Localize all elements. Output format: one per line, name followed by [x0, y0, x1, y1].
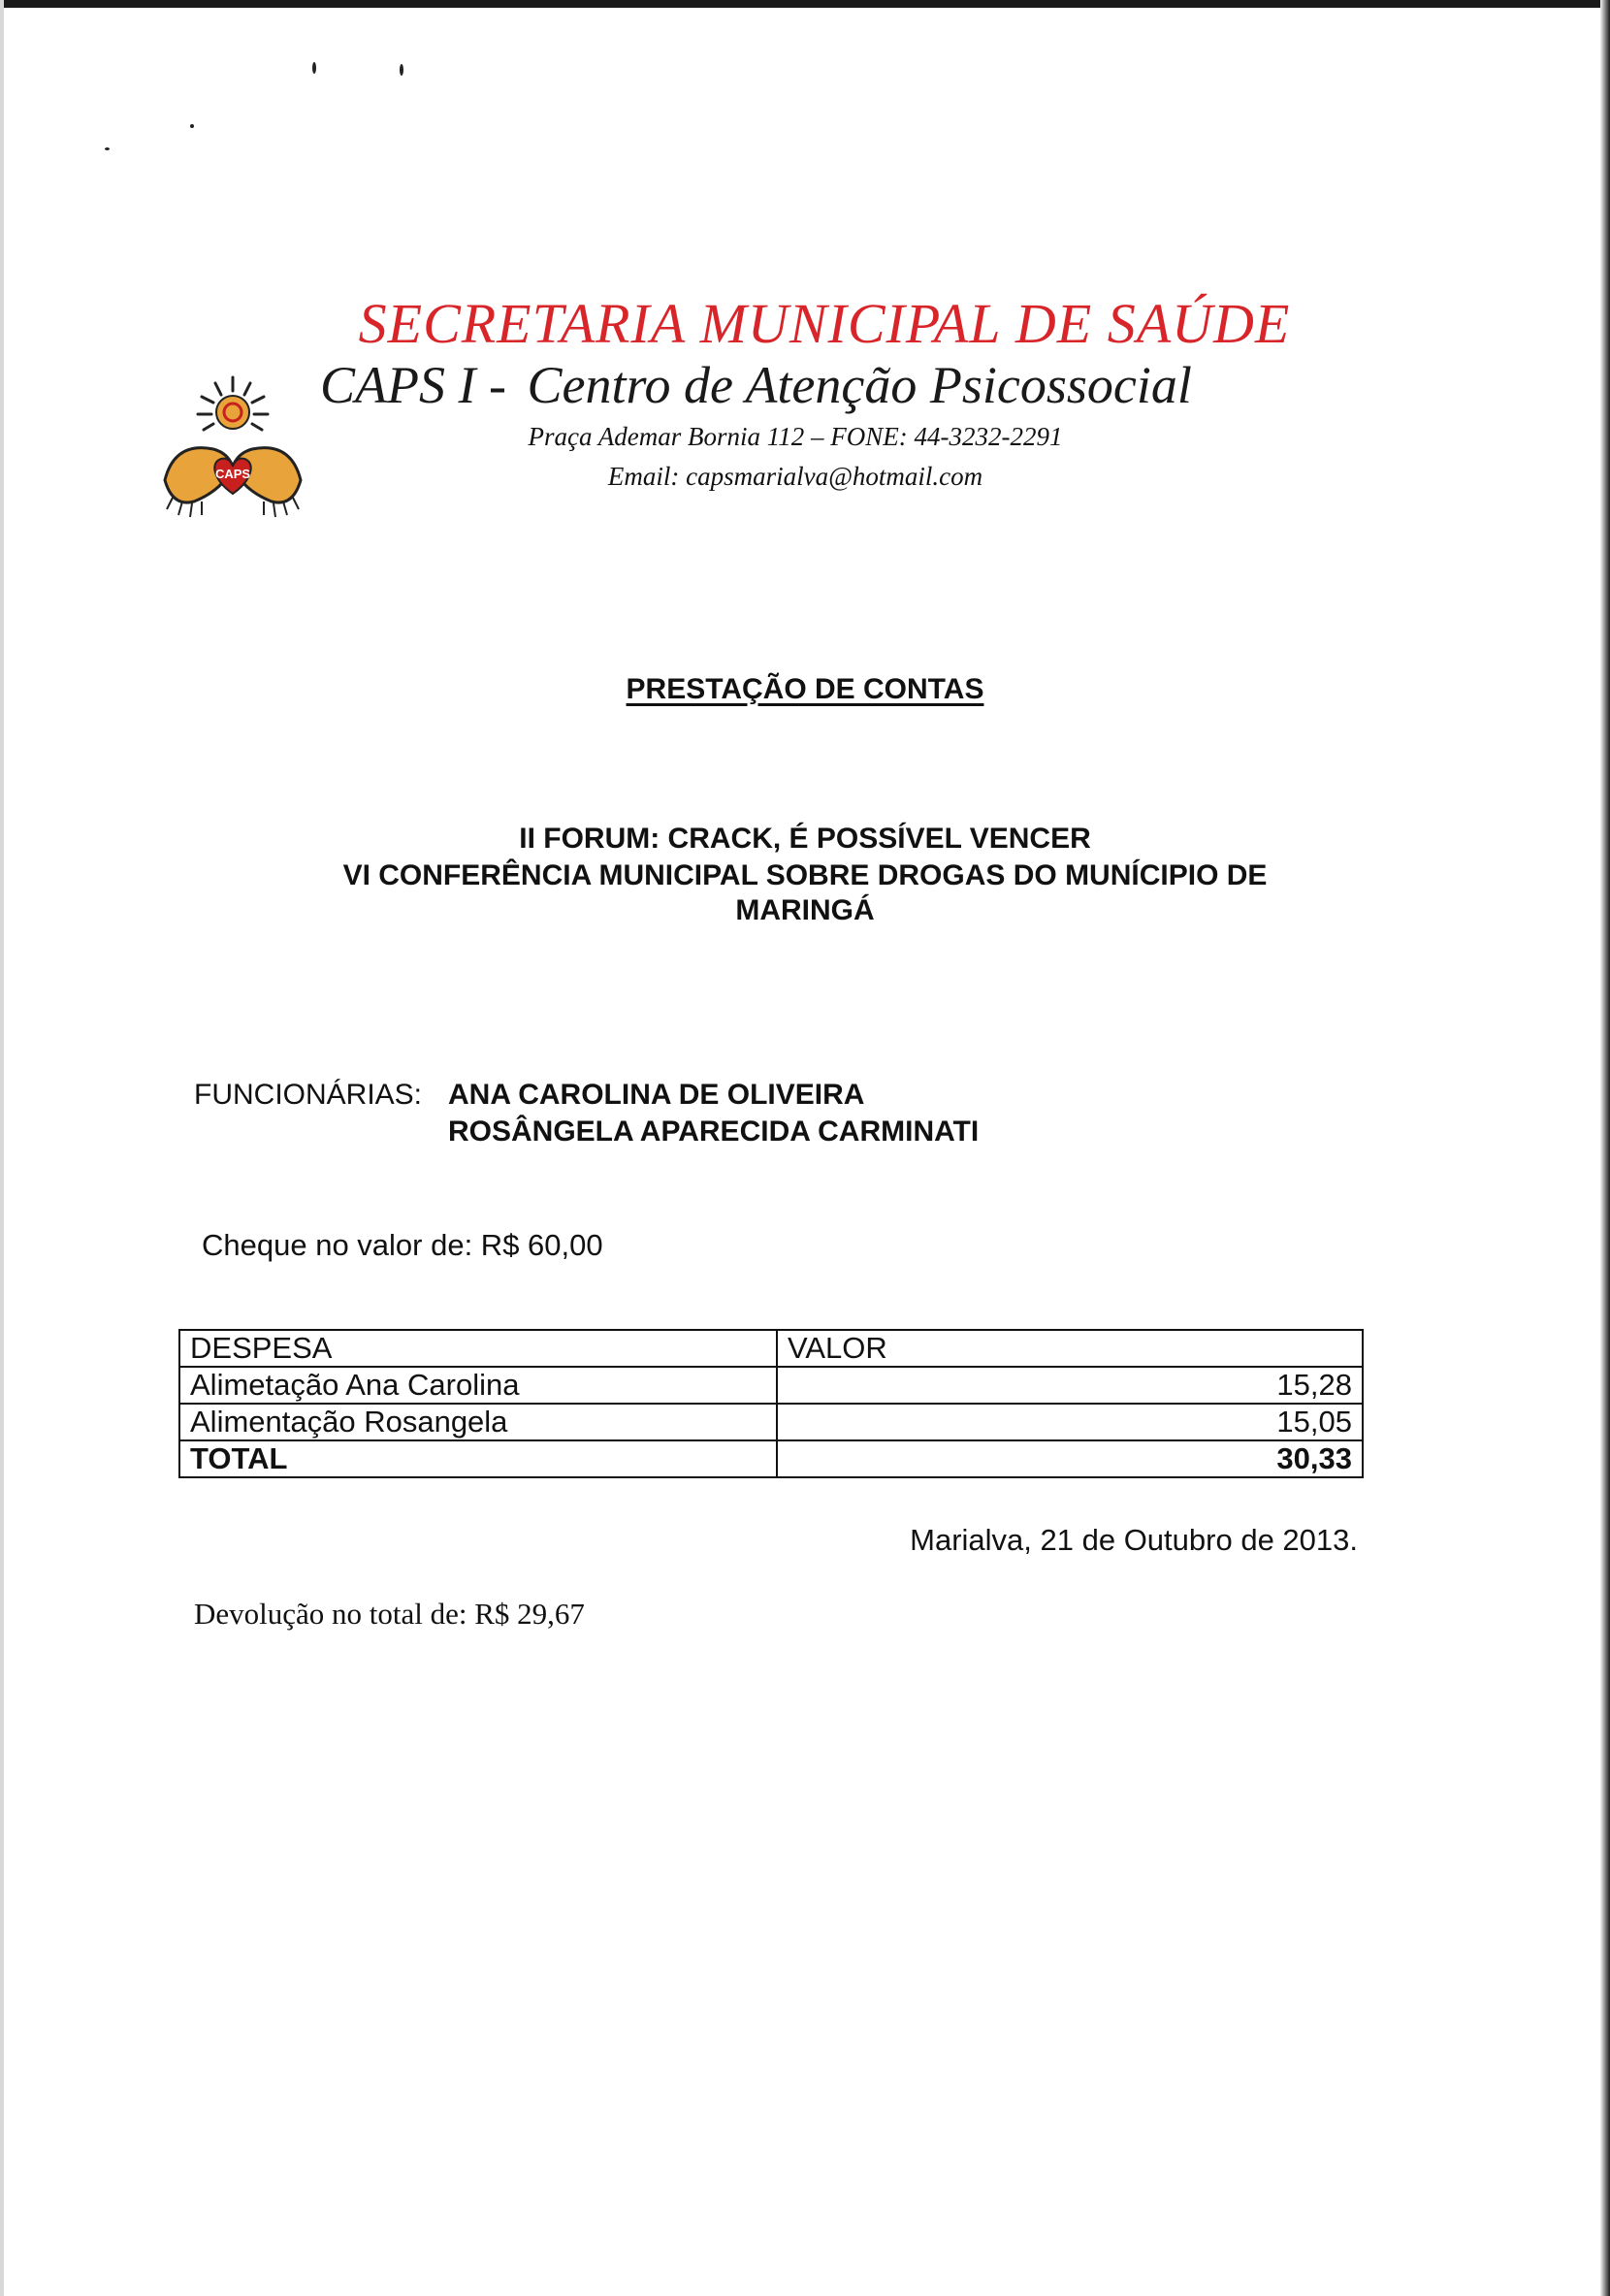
total-value: 30,33 — [777, 1440, 1363, 1477]
unit-prefix: CAPS I - — [320, 356, 506, 414]
expense-item: Alimetação Ana Carolina — [179, 1367, 777, 1404]
scan-speck — [312, 62, 316, 74]
column-header-valor: VALOR — [777, 1330, 1363, 1367]
org-title: SECRETARIA MUNICIPAL DE SAÚDE — [358, 292, 1291, 355]
refund-amount: Devolução no total de: R$ 29,67 — [194, 1597, 585, 1631]
event-line-1: II FORUM: CRACK, É POSSÍVEL VENCER — [519, 823, 1091, 855]
logo-text: CAPS — [214, 467, 251, 481]
scan-speck — [105, 147, 110, 150]
check-amount: Cheque no valor de: R$ 60,00 — [202, 1228, 603, 1262]
date-line: Marialva, 21 de Outubro de 2013. — [910, 1523, 1358, 1557]
table-header-row — [179, 1330, 1363, 1367]
event-line-2: VI CONFERÊNCIA MUNICIPAL SOBRE DROGAS DO MUNÍCIPIO DE — [342, 859, 1268, 891]
staff-name-1: ANA CAROLINA DE OLIVEIRA — [448, 1079, 865, 1111]
document-title: PRESTAÇÃO DE CONTAS — [626, 673, 984, 705]
expense-table — [178, 1329, 1364, 1478]
expense-item: Alimentação Rosangela — [179, 1404, 777, 1440]
staff-name-2: ROSÂNGELA APARECIDA CARMINATI — [448, 1116, 980, 1148]
expense-value: 15,05 — [777, 1404, 1363, 1440]
expense-value: 15,28 — [777, 1367, 1363, 1404]
scan-speck — [190, 124, 194, 128]
scan-edge-top — [0, 0, 1610, 8]
caps-logo-icon — [155, 373, 310, 519]
caps-logo — [155, 373, 310, 519]
unit-title — [320, 355, 1290, 415]
table-total-row — [179, 1440, 1363, 1477]
scan-speck — [400, 64, 403, 76]
table-row — [179, 1367, 1363, 1404]
total-label: TOTAL — [179, 1440, 777, 1477]
scan-edge-left — [0, 0, 4, 2296]
staff-label: FUNCIONÁRIAS: — [194, 1079, 423, 1111]
column-header-despesa: DESPESA — [179, 1330, 777, 1367]
table-row — [179, 1404, 1363, 1440]
unit-name: Centro de Atenção Psicossocial — [527, 356, 1192, 414]
event-line-3: MARINGÁ — [735, 894, 875, 926]
email: Email: capsmarialva@hotmail.com — [607, 462, 983, 491]
address: Praça Ademar Bornia 112 – FONE: 44-3232-2291 — [528, 422, 1063, 451]
scan-edge-right — [1600, 0, 1610, 2296]
